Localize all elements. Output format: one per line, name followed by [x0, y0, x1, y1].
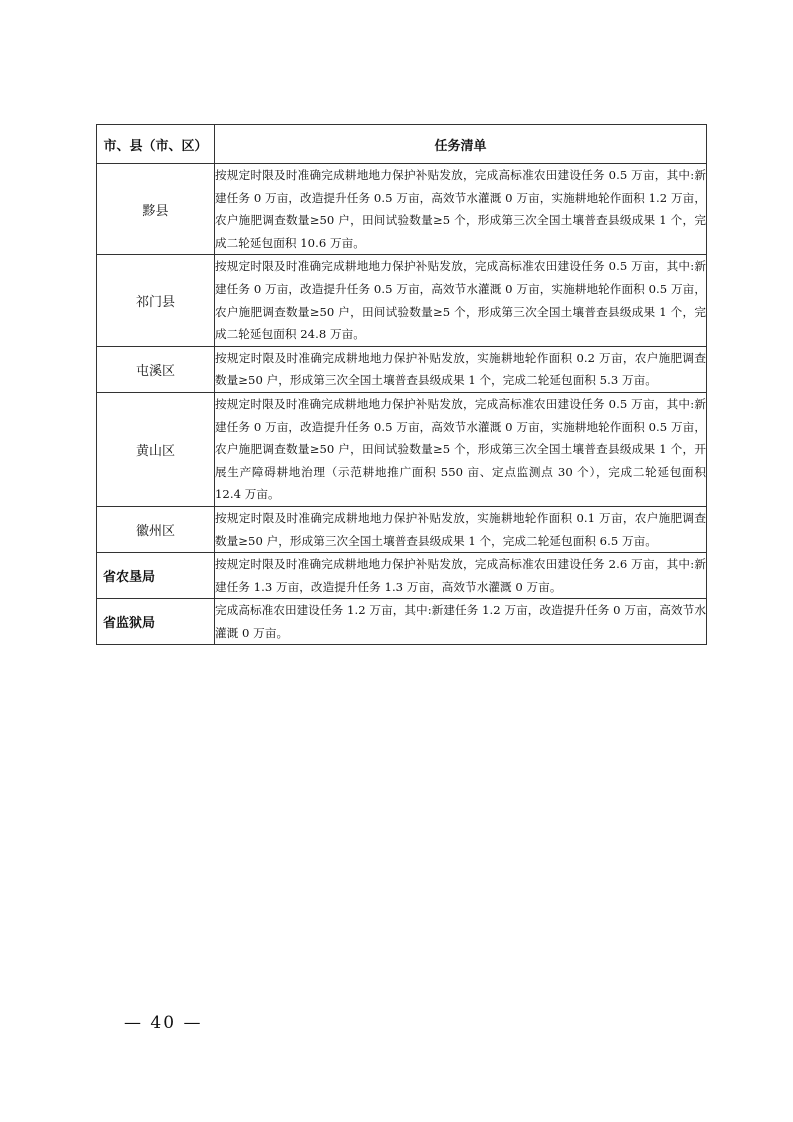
task-cell: 按规定时限及时准确完成耕地地力保护补贴发放，实施耕地轮作面积 0.1 万亩，农户施肥调查数量≥50 户，形成第三次全国土壤普查县级成果 1 个，完成二轮延包面积 6.5 万亩。	[215, 506, 707, 552]
task-cell: 按规定时限及时准确完成耕地地力保护补贴发放，完成高标准农田建设任务 2.6 万亩，其中:新建任务 1.3 万亩，改造提升任务 1.3 万亩，高效节水灌溉 0 万亩。	[215, 553, 707, 599]
table-row	[97, 392, 707, 506]
region-cell: 徽州区	[97, 506, 215, 552]
region-cell: 屯溪区	[97, 346, 215, 392]
task-cell: 完成高标准农田建设任务 1.2 万亩，其中:新建任务 1.2 万亩，改造提升任务 0 万亩，高效节水灌溉 0 万亩。	[215, 599, 707, 645]
task-cell: 按规定时限及时准确完成耕地地力保护补贴发放，完成高标准农田建设任务 0.5 万亩，其中:新建任务 0 万亩，改造提升任务 0.5 万亩，高效节水灌溉 0 万亩，实施耕地轮作面积 0.5 万亩，农户施肥调查数量≥50 户，田间试验数量≥5 个，形成第三次全国土壤普查县级成果 1 个，开展生产障碍耕地治理（示范耕地推广面积 550 亩、定点监测点 30 个），完成二轮延包面积 12.4 万亩。	[215, 392, 707, 506]
table-body	[97, 164, 707, 645]
table-row	[97, 506, 707, 552]
header-region: 市、县（市、区）	[97, 125, 215, 164]
table-row	[97, 255, 707, 346]
table-row	[97, 553, 707, 599]
task-cell: 按规定时限及时准确完成耕地地力保护补贴发放，完成高标准农田建设任务 0.5 万亩，其中:新建任务 0 万亩，改造提升任务 0.5 万亩，高效节水灌溉 0 万亩，实施耕地轮作面积 0.5 万亩，农户施肥调查数量≥50 户，田间试验数量≥5 个，形成第三次全国土壤普查县级成果 1 个，完成二轮延包面积 24.8 万亩。	[215, 255, 707, 346]
region-cell: 黄山区	[97, 392, 215, 506]
region-cell: 省农垦局	[97, 553, 215, 599]
region-cell: 黟县	[97, 164, 215, 255]
table-row	[97, 599, 707, 645]
task-table	[96, 124, 707, 645]
header-tasks: 任务清单	[215, 125, 707, 164]
region-cell: 祁门县	[97, 255, 215, 346]
table-row	[97, 164, 707, 255]
table-row	[97, 346, 707, 392]
table-header-row	[97, 125, 707, 164]
page-number: — 40 —	[124, 1013, 203, 1033]
region-cell: 省监狱局	[97, 599, 215, 645]
task-cell: 按规定时限及时准确完成耕地地力保护补贴发放，实施耕地轮作面积 0.2 万亩，农户施肥调查数量≥50 户，形成第三次全国土壤普查县级成果 1 个，完成二轮延包面积 5.3 万亩。	[215, 346, 707, 392]
task-cell: 按规定时限及时准确完成耕地地力保护补贴发放，完成高标准农田建设任务 0.5 万亩，其中:新建任务 0 万亩，改造提升任务 0.5 万亩，高效节水灌溉 0 万亩，实施耕地轮作面积 1.2 万亩，农户施肥调查数量≥50 户，田间试验数量≥5 个，形成第三次全国土壤普查县级成果 1 个，完成二轮延包面积 10.6 万亩。	[215, 164, 707, 255]
